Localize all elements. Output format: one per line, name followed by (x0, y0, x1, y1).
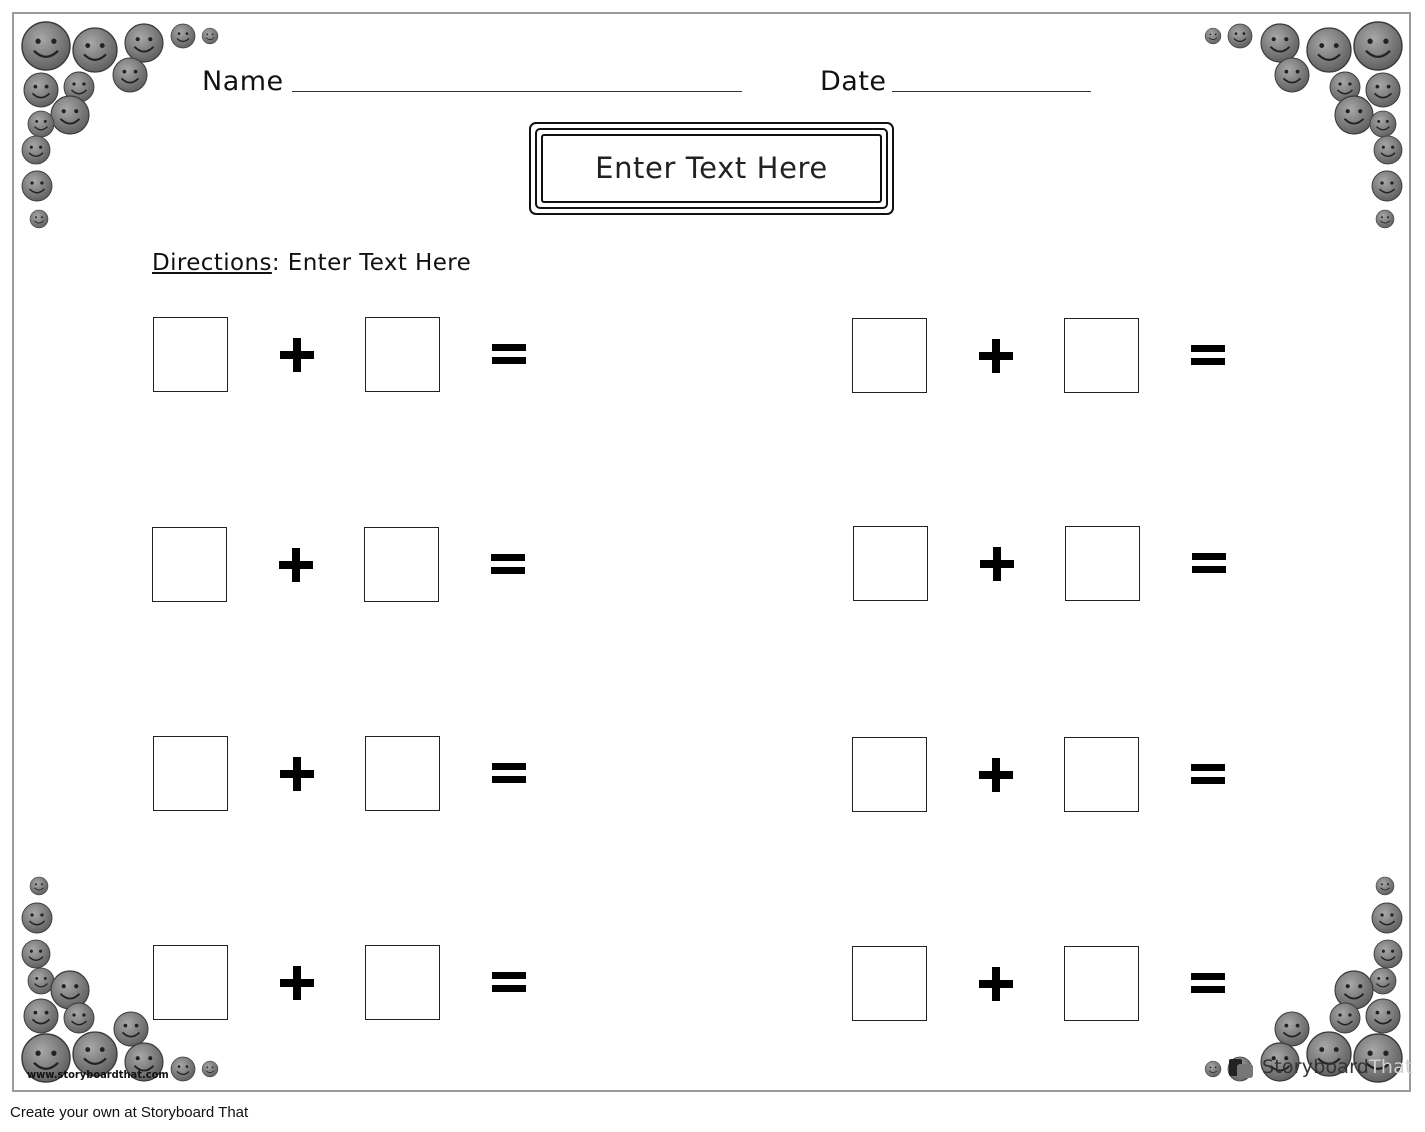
date-line[interactable] (892, 91, 1091, 92)
name-line[interactable] (292, 91, 742, 92)
footer-url: www.storyboardthat.com (27, 1068, 169, 1081)
emoji-face-icon (171, 1057, 195, 1081)
emoji-face-icon (171, 24, 195, 48)
addend-box[interactable] (365, 736, 440, 811)
emoji-face-icon (64, 1003, 94, 1033)
plus-sign-icon (279, 548, 313, 582)
plus-sign-icon (280, 757, 314, 791)
emoji-face-icon (22, 171, 52, 201)
name-label: Name (202, 66, 284, 97)
equals-sign-icon (492, 342, 526, 366)
emoji-face-icon (22, 22, 70, 70)
storyboard-logo-icon (1228, 1056, 1258, 1082)
emoji-face-icon (202, 1061, 218, 1077)
addend-box[interactable] (153, 736, 228, 811)
addend-box[interactable] (852, 318, 927, 393)
title-text[interactable]: Enter Text Here (595, 151, 828, 185)
brand-name (1262, 1056, 1413, 1078)
addend-box[interactable] (152, 527, 227, 602)
addend-box[interactable] (365, 945, 440, 1020)
emoji-face-icon (1370, 968, 1396, 994)
emoji-face-icon (1275, 58, 1309, 92)
emoji-face-icon (1366, 73, 1400, 107)
emoji-face-icon (1376, 877, 1394, 895)
brand-primary: Storyboard (1262, 1056, 1370, 1078)
emoji-face-icon (1374, 136, 1402, 164)
emoji-face-icon (1374, 940, 1402, 968)
emoji-face-icon (1335, 96, 1373, 134)
emoji-face-icon (22, 940, 50, 968)
addend-box[interactable] (852, 737, 927, 812)
emoji-face-icon (51, 96, 89, 134)
equals-sign-icon (491, 552, 525, 576)
emoji-face-icon (22, 136, 50, 164)
addend-box[interactable] (364, 527, 439, 602)
emoji-face-icon (202, 28, 218, 44)
emoji-face-icon (1366, 999, 1400, 1033)
create-your-own-link[interactable]: Create your own at Storyboard That (10, 1104, 249, 1121)
equals-sign-icon (1191, 971, 1225, 995)
plus-sign-icon (980, 547, 1014, 581)
addend-box[interactable] (852, 946, 927, 1021)
equals-sign-icon (1191, 762, 1225, 786)
emoji-face-icon (1370, 111, 1396, 137)
emoji-face-icon (30, 210, 48, 228)
addend-box[interactable] (1064, 318, 1139, 393)
addend-box[interactable] (1065, 526, 1140, 601)
emoji-face-icon (1261, 24, 1299, 62)
equals-sign-icon (492, 761, 526, 785)
emoji-face-icon (24, 999, 58, 1033)
emoji-face-icon (114, 1012, 148, 1046)
emoji-face-icon (1330, 1003, 1360, 1033)
equals-sign-icon (1191, 343, 1225, 367)
emoji-face-icon (1228, 24, 1252, 48)
emoji-face-icon (1205, 28, 1221, 44)
directions (152, 250, 471, 276)
emoji-face-icon (22, 903, 52, 933)
emoji-face-icon (24, 73, 58, 107)
emoji-face-icon (125, 24, 163, 62)
equals-sign-icon (492, 970, 526, 994)
equals-sign-icon (1192, 551, 1226, 575)
emoji-face-icon (113, 58, 147, 92)
emoji-face-icon (28, 111, 54, 137)
emoji-face-icon (28, 968, 54, 994)
directions-separator: : (271, 250, 281, 276)
addend-box[interactable] (1064, 946, 1139, 1021)
addend-box[interactable] (853, 526, 928, 601)
plus-sign-icon (979, 758, 1013, 792)
addend-box[interactable] (153, 945, 228, 1020)
addend-box[interactable] (365, 317, 440, 392)
plus-sign-icon (280, 966, 314, 1000)
directions-label: Directions (152, 250, 272, 276)
directions-text[interactable]: Enter Text Here (280, 250, 472, 276)
plus-sign-icon (280, 338, 314, 372)
addend-box[interactable] (1064, 737, 1139, 812)
brand-secondary: That (1369, 1056, 1413, 1078)
emoji-face-icon (1376, 210, 1394, 228)
emoji-face-icon (1307, 28, 1351, 72)
title-frame (529, 122, 894, 215)
emoji-face-icon (1372, 903, 1402, 933)
addend-box[interactable] (153, 317, 228, 392)
emoji-face-icon (1275, 1012, 1309, 1046)
emoji-face-icon (1205, 1061, 1221, 1077)
emoji-face-icon (1372, 171, 1402, 201)
emoji-face-icon (1354, 22, 1402, 70)
emoji-face-icon (73, 28, 117, 72)
plus-sign-icon (979, 339, 1013, 373)
emoji-face-icon (30, 877, 48, 895)
date-label: Date (820, 66, 887, 97)
plus-sign-icon (979, 967, 1013, 1001)
